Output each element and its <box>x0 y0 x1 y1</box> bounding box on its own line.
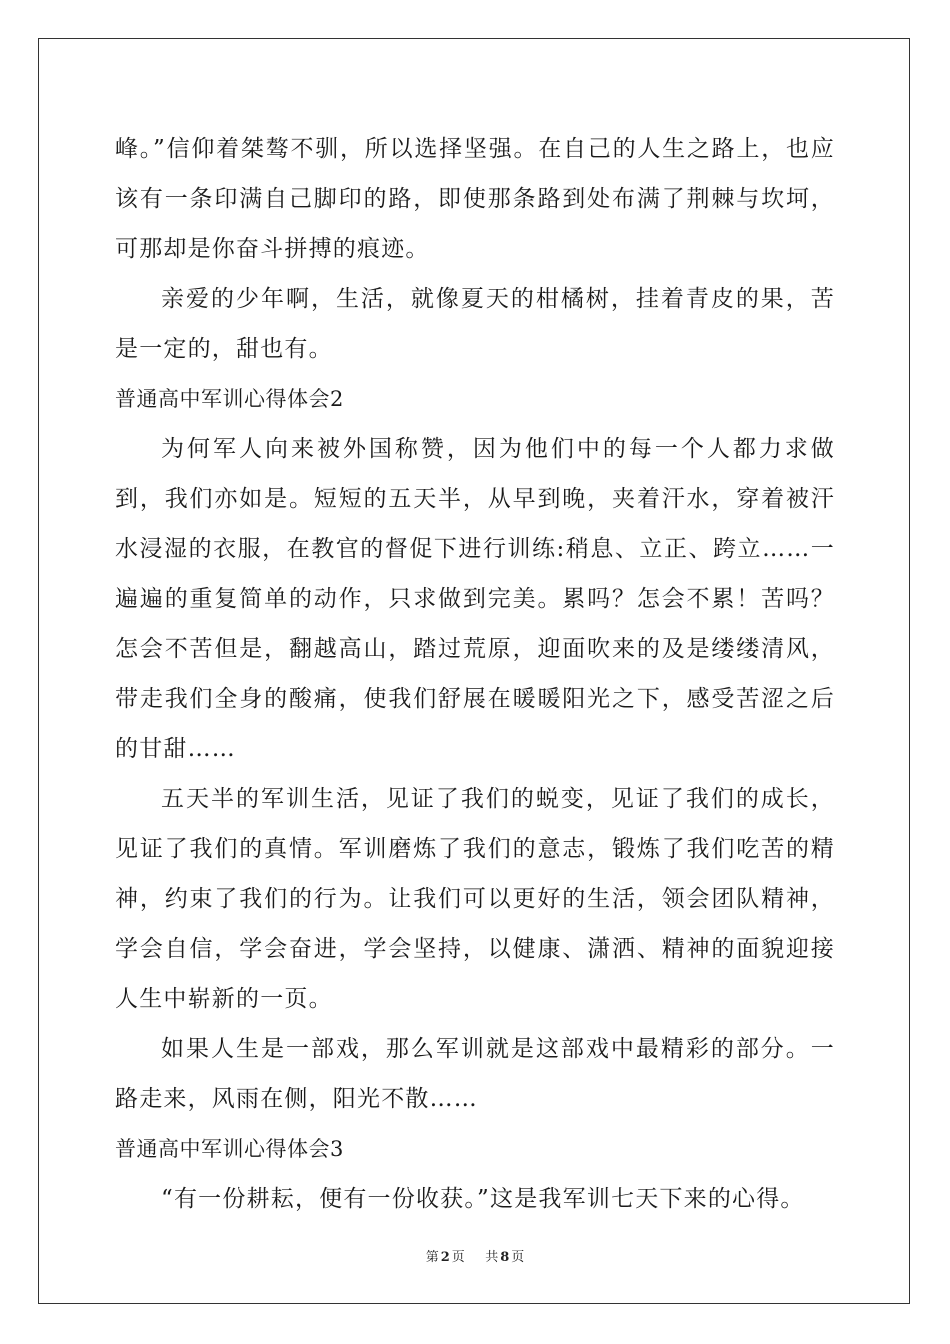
paragraph: “有一份耕耘，便有一份收获。”这是我军训七天下来的心得。 <box>161 1186 805 1212</box>
paragraph: 为何军人向来被外国称赞，因为他们中的每一个人都力求做到，我们亦如是。短短的五天半，从早到晚，夹着汗水，穿着被汗水浸湿的衣服，在教官的督促下进行训练:稍息、立正、跨立……一遍遍的重复简单的动作，只求做到完美。累吗？怎会不累！苦吗？怎会不苦但是，翻越高山，踏过荒原，迎面吹来的及是缕缕清风，带走我们全身的酸痛，使我们舒展在暖暖阳光之下，感受苦涩之后的甘甜…… <box>115 436 835 762</box>
page-prefix: 第 <box>425 1250 439 1265</box>
page-indicator <box>424 1250 467 1265</box>
total-prefix: 共 <box>485 1250 499 1265</box>
paragraph: 五天半的军训生活，见证了我们的蜕变，见证了我们的成长，见证了我们的真情。军训磨炼了我们的意志，锻炼了我们吃苦的精神，约束了我们的行为。让我们可以更好的生活，领会团队精神，学会自信，学会奋进，学会坚持，以健康、潇洒、精神的面貌迎接人生中崭新的一页。 <box>115 786 835 1012</box>
total-suffix: 页 <box>511 1250 525 1265</box>
section-heading: 普通高中军训心得体会3 <box>115 1137 344 1161</box>
total-pages: 8 <box>500 1250 510 1265</box>
page-suffix: 页 <box>451 1250 465 1265</box>
paragraph: 亲爱的少年啊，生活，就像夏天的柑橘树，挂着青皮的果，苦是一定的，甜也有。 <box>115 286 835 362</box>
document-body <box>115 124 835 1224</box>
page-number: 2 <box>440 1250 450 1265</box>
section-heading: 普通高中军训心得体会2 <box>115 387 344 411</box>
page-footer <box>0 1246 950 1265</box>
paragraph: 如果人生是一部戏，那么军训就是这部戏中最精彩的部分。一路走来，风雨在侧，阳光不散…… <box>115 1036 835 1112</box>
total-indicator <box>483 1250 526 1265</box>
paragraph: 峰。”信仰着桀骜不驯，所以选择坚强。在自己的人生之路上，也应该有一条印满自己脚印的路，即使那条路到处布满了荆棘与坎坷，可那却是你奋斗拼搏的痕迹。 <box>115 136 835 262</box>
